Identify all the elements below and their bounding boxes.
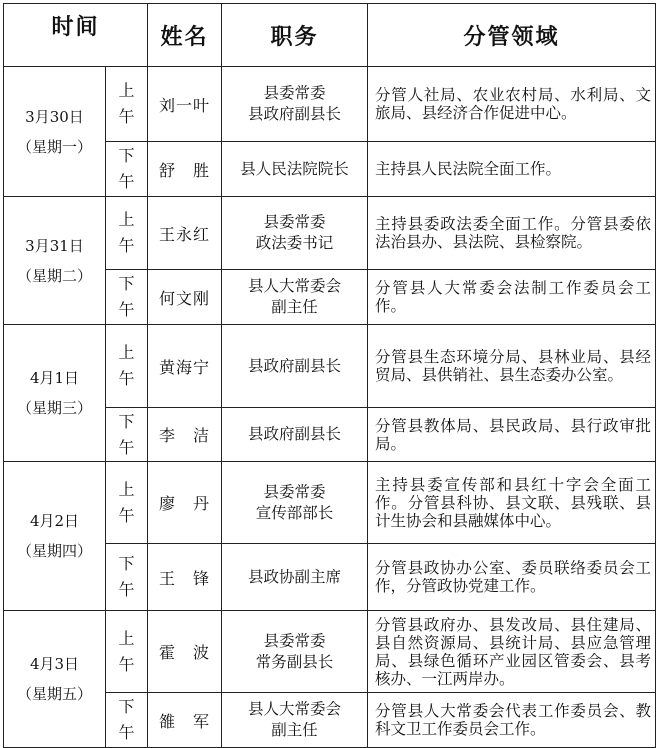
header-name: 姓名 bbox=[148, 4, 222, 67]
responsibility-area: 分管县人大常委会代表工作委员会、教科文卫工作委员会工作。 bbox=[368, 693, 656, 748]
official-position: 县人大常委会 副主任 bbox=[222, 270, 368, 325]
period-am: 上 午 bbox=[106, 611, 148, 693]
period-am: 上 午 bbox=[106, 325, 148, 408]
responsibility-area: 分管县人大常委会法制工作委员会工作。 bbox=[368, 270, 656, 325]
period-am: 上 午 bbox=[106, 67, 148, 142]
date-label: 4月1日 bbox=[29, 369, 80, 387]
header-row bbox=[4, 4, 656, 67]
date-cell bbox=[4, 462, 106, 611]
official-name: 何文刚 bbox=[148, 270, 222, 325]
table-row bbox=[4, 197, 656, 270]
official-name: 雒 军 bbox=[148, 693, 222, 748]
date-cell bbox=[4, 611, 106, 748]
official-name: 霍 波 bbox=[148, 611, 222, 693]
official-position: 县政协副主席 bbox=[222, 544, 368, 611]
official-position: 县委常委 县政府副县长 bbox=[222, 67, 368, 142]
official-name: 舒 胜 bbox=[148, 142, 222, 197]
header-time: 时间 bbox=[4, 4, 148, 67]
schedule-table bbox=[3, 3, 656, 748]
period-pm: 下 午 bbox=[106, 142, 148, 197]
weekday-label: （星期二） bbox=[16, 266, 92, 285]
table-row bbox=[4, 67, 656, 142]
weekday-label: （星期一） bbox=[16, 137, 92, 156]
date-label: 3月31日 bbox=[25, 236, 84, 255]
official-position: 县政府副县长 bbox=[222, 325, 368, 408]
weekday-label: （星期五） bbox=[16, 685, 92, 703]
period-am: 上 午 bbox=[106, 462, 148, 544]
date-label: 4月2日 bbox=[29, 512, 80, 530]
official-name: 李 洁 bbox=[148, 408, 222, 462]
official-position: 县委常委 常务副县长 bbox=[222, 611, 368, 693]
responsibility-area: 主持县委宣传部和县红十字会全面工作。分管县科协、县文联、县残联、县计生协会和县融媒体中心。 bbox=[368, 462, 656, 544]
official-position: 县委常委 宣传部部长 bbox=[222, 462, 368, 544]
date-cell bbox=[4, 197, 106, 325]
responsibility-area: 分管县教体局、县民政局、县行政审批局。 bbox=[368, 408, 656, 462]
responsibility-area: 分管县政府办、县发改局、县住建局、县自然资源局、县统计局、县应急管理局、县绿色循环产业园区管委会、县考核办、一江两岸办。 bbox=[368, 611, 656, 693]
date-label: 4月3日 bbox=[29, 655, 80, 673]
responsibility-area: 分管县生态环境分局、县林业局、县经贸局、县供销社、县生态委办公室。 bbox=[368, 325, 656, 408]
official-name: 黄海宁 bbox=[148, 325, 222, 408]
period-pm: 下 午 bbox=[106, 408, 148, 462]
responsibility-area: 主持县人民法院全面工作。 bbox=[368, 142, 656, 197]
official-name: 王永红 bbox=[148, 197, 222, 270]
official-position: 县政府副县长 bbox=[222, 408, 368, 462]
weekday-label: （星期三） bbox=[16, 399, 92, 417]
responsibility-area: 分管人社局、农业农村局、水利局、文旅局、县经济合作促进中心。 bbox=[368, 67, 656, 142]
period-pm: 下 午 bbox=[106, 270, 148, 325]
period-pm: 下 午 bbox=[106, 544, 148, 611]
date-cell bbox=[4, 67, 106, 197]
date-cell bbox=[4, 325, 106, 462]
table-row bbox=[4, 462, 656, 544]
official-position: 县委常委 政法委书记 bbox=[222, 197, 368, 270]
table-row bbox=[4, 611, 656, 693]
table-row bbox=[4, 325, 656, 408]
official-name: 廖 丹 bbox=[148, 462, 222, 544]
official-position: 县人大常委会 副主任 bbox=[222, 693, 368, 748]
header-position: 职务 bbox=[222, 4, 368, 67]
official-name: 王 锋 bbox=[148, 544, 222, 611]
official-position: 县人民法院院长 bbox=[222, 142, 368, 197]
official-name: 刘一叶 bbox=[148, 67, 222, 142]
responsibility-area: 分管县政协办公室、委员联络委员会工作，分管政协党建工作。 bbox=[368, 544, 656, 611]
weekday-label: （星期四） bbox=[16, 542, 92, 560]
responsibility-area: 主持县委政法委全面工作。分管县委依法治县办、县法院、县检察院。 bbox=[368, 197, 656, 270]
date-label: 3月30日 bbox=[25, 107, 84, 126]
header-area: 分管领域 bbox=[368, 4, 656, 67]
period-pm: 下 午 bbox=[106, 693, 148, 748]
period-am: 上 午 bbox=[106, 197, 148, 270]
